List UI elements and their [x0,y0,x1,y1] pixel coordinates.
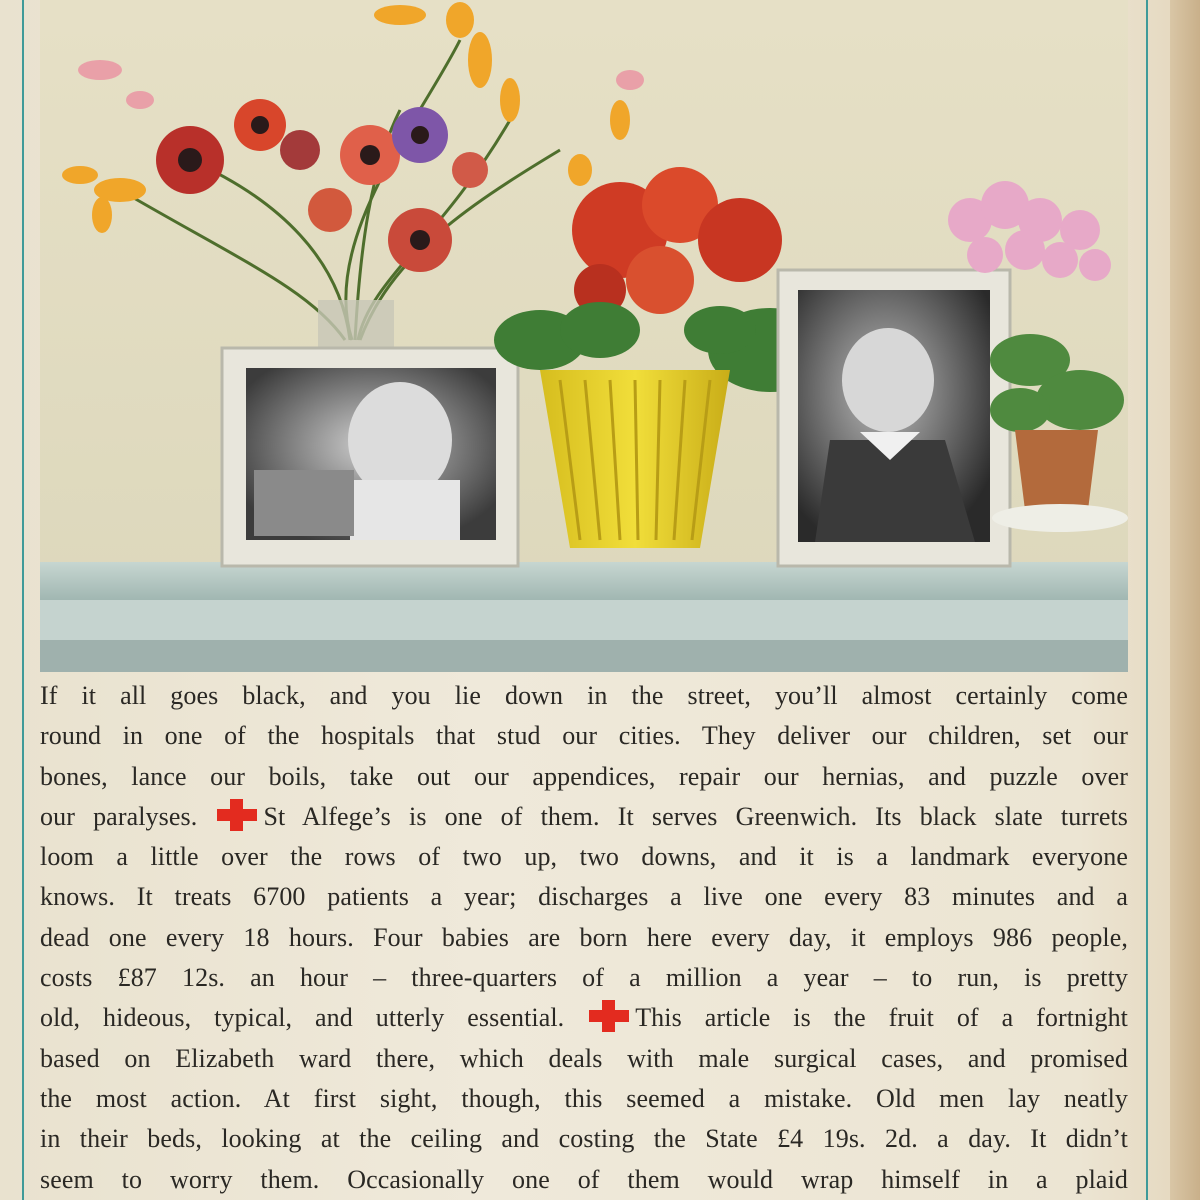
article-line: based on Elizabeth ward there, which deals with male surgical cases, and promised [40,1043,1128,1073]
shelf-top [40,562,1128,602]
shelf-shadow [40,640,1128,672]
photo-illustration [40,0,1128,672]
baby-clothing [350,480,460,540]
article-line: costs £87 12s. an hour – three-quarters of a million a year – to run, is pretty [40,963,1128,993]
article-line: round in one of the hospitals that stud our cities. They deliver our children, set our [40,721,1128,751]
article-line: dead one every 18 hours. Four babies are born here every day, it employs 986 people, [40,922,1128,952]
article-line: bones, lance our boils, take out our appendices, repair our hernias, and puzzle over [40,761,1128,791]
article-line-with-cross [40,797,1128,837]
article-text-segment: St Alfege’s is one of them. It serves Greenwich. Its black slate turrets [263,801,1129,831]
saucer [992,504,1128,532]
right-border-rule [1146,0,1148,1200]
red-cross-icon [217,799,257,831]
article-line: knows. It treats 6700 patients a year; discharges a live one every 83 minutes and a [40,882,1128,912]
article-line: in their beds, looking at the ceiling and costing the State £4 19s. 2d. a day. It didn’t [40,1124,1128,1154]
photograph-mantelpiece-flowers-and-portraits [40,0,1128,672]
article-text-segment: our paralyses. [40,801,198,831]
article-line: seem to worry them. Occasionally one of them would wrap himself in a plaid [40,1164,1128,1194]
article-line-with-cross [40,998,1128,1038]
article-text-segment: This article is the fruit of a fortnight [635,1003,1128,1033]
red-cross-icon [589,1000,629,1032]
article-line: the most action. At first sight, though, this seemed a mistake. Old men lay neatly [40,1083,1128,1113]
article-line: loom a little over the rows of two up, two downs, and it is a landmark everyone [40,842,1128,872]
article-text-segment: old, hideous, typical, and utterly essential. [40,1003,565,1033]
left-border-rule [22,0,24,1200]
terracotta-pot [1015,430,1098,510]
chair-arm [254,470,354,536]
glass-vase [318,300,394,352]
boy-face [842,328,934,432]
facing-page-edge [1170,0,1200,1200]
article-body [40,676,1128,1200]
article-line: If it all goes black, and you lie down in the street, you’ll almost certainly come [40,681,1128,710]
